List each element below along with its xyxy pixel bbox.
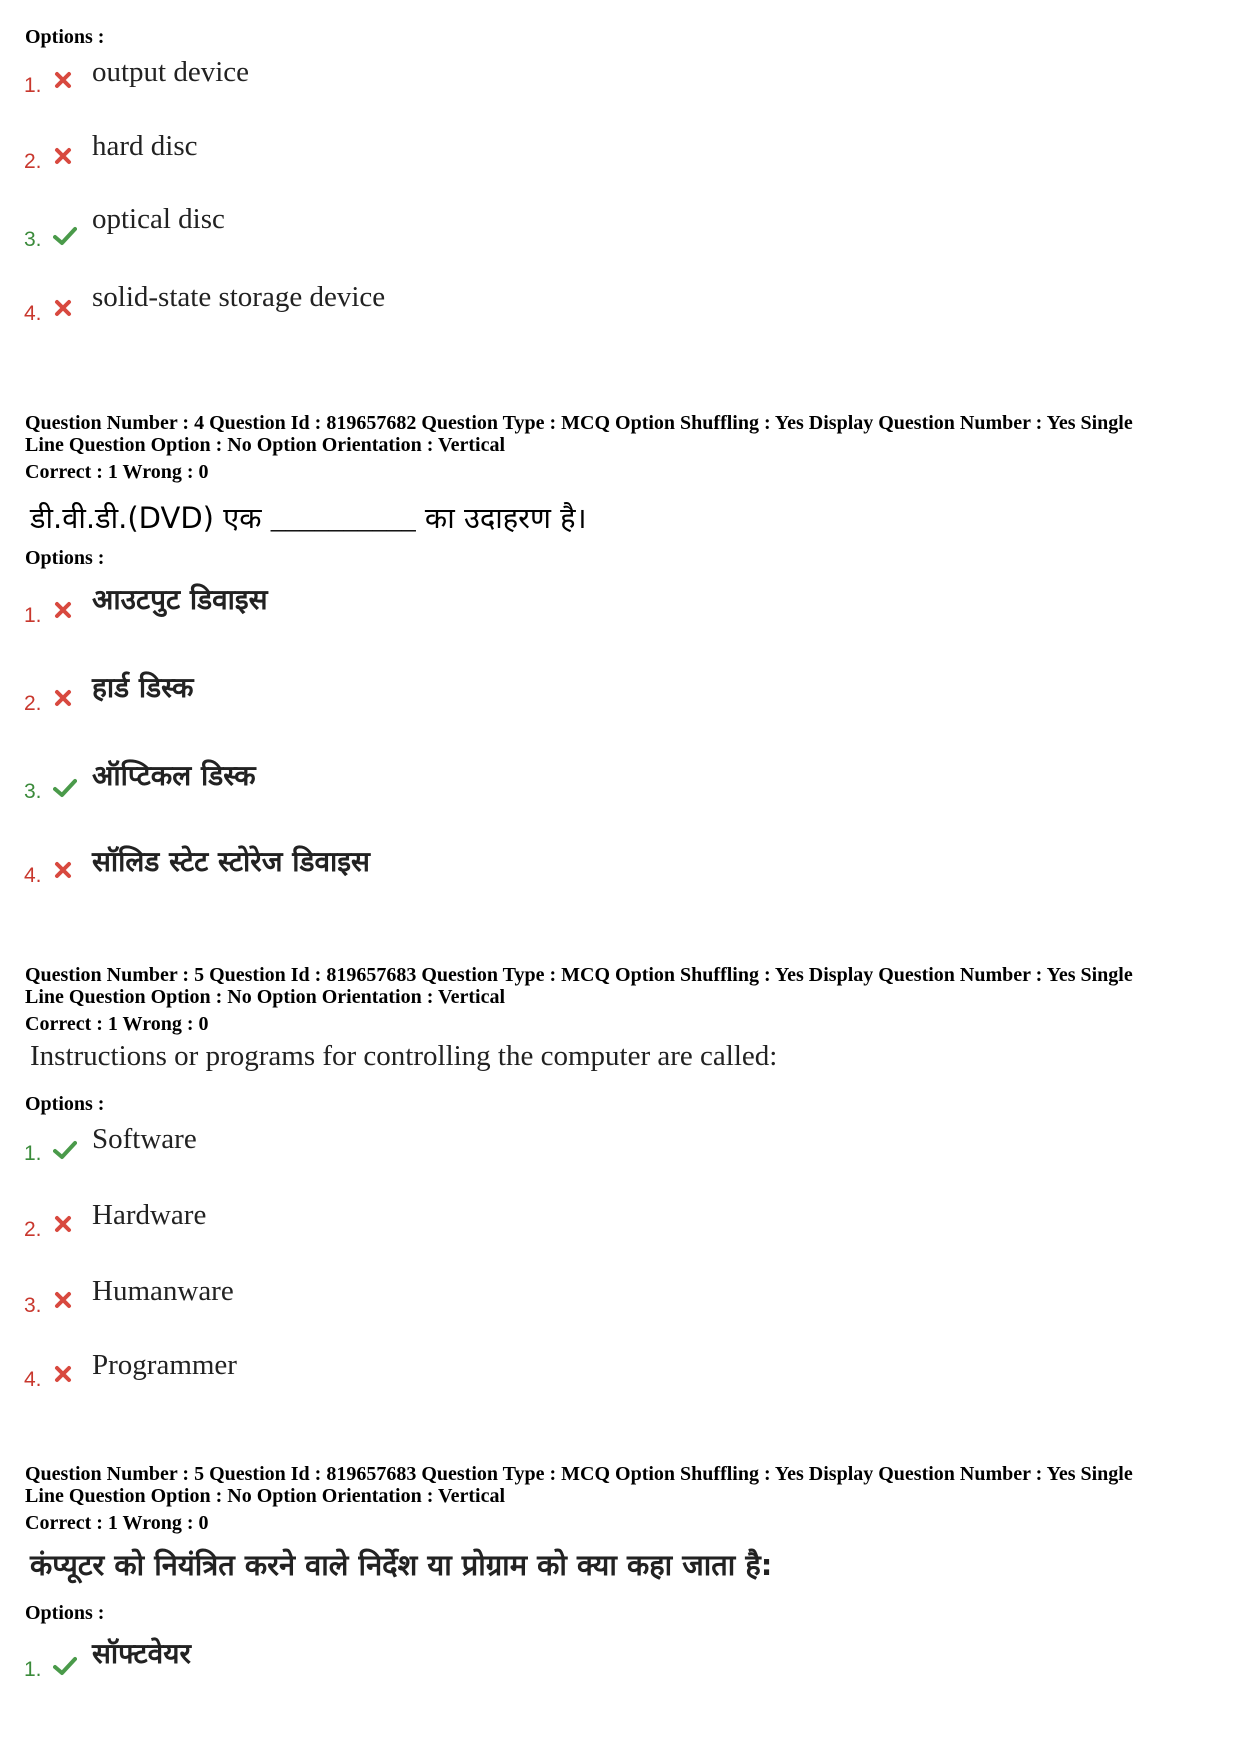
option-number: 4.	[24, 864, 42, 887]
cross-icon	[53, 600, 73, 620]
option-text: output device	[92, 56, 250, 88]
option-text: optical disc	[92, 203, 225, 235]
cross-icon	[53, 298, 73, 318]
options-label: Options :	[25, 547, 105, 569]
option-number: 1.	[24, 1142, 42, 1165]
question-text	[30, 498, 587, 537]
cross-icon	[53, 1214, 73, 1234]
check-icon	[53, 1656, 77, 1676]
option-text: ऑप्टिकल डिस्क	[92, 759, 256, 792]
option-number: 1.	[24, 1658, 42, 1681]
check-icon	[53, 226, 77, 246]
option-number: 4.	[24, 1368, 42, 1391]
option-number: 3.	[24, 1294, 42, 1317]
option-number: 2.	[24, 692, 42, 715]
options-label: Options :	[25, 1602, 105, 1624]
option-text: Programmer	[92, 1349, 237, 1381]
option-text: hard disc	[92, 130, 198, 162]
score-line: Correct : 1 Wrong : 0	[25, 461, 209, 483]
cross-icon	[53, 70, 73, 90]
cross-icon	[53, 146, 73, 166]
question-meta	[25, 964, 1133, 1008]
option-number: 2.	[24, 1218, 42, 1241]
question-meta-line: Question Number : 5 Question Id : 819657683 Question Type : MCQ Option Shuffling : Yes Display Question Number : Yes Single	[25, 964, 1133, 986]
cross-icon	[53, 688, 73, 708]
option-text: Software	[92, 1123, 197, 1155]
cross-icon	[53, 1364, 73, 1384]
question-meta-line: Question Number : 5 Question Id : 819657683 Question Type : MCQ Option Shuffling : Yes Display Question Number : Yes Single	[25, 1463, 1133, 1485]
question-blank: __________	[270, 503, 416, 535]
options-label: Options :	[25, 1093, 105, 1115]
question-meta-line: Line Question Option : No Option Orientation : Vertical	[25, 1485, 506, 1507]
cross-icon	[53, 860, 73, 880]
options-label: Options :	[25, 26, 105, 48]
option-number: 2.	[24, 150, 42, 173]
check-icon	[53, 778, 77, 798]
option-text: solid-state storage device	[92, 281, 386, 313]
score-line: Correct : 1 Wrong : 0	[25, 1512, 209, 1534]
option-number: 4.	[24, 302, 42, 325]
option-text: सॉफ्टवेयर	[92, 1637, 191, 1670]
option-number: 3.	[24, 228, 42, 251]
option-number: 1.	[24, 74, 42, 97]
option-text: आउटपुट डिवाइस	[92, 583, 268, 616]
option-text: Humanware	[92, 1275, 234, 1307]
check-icon	[53, 1140, 77, 1160]
question-meta-line: Line Question Option : No Option Orientation : Vertical	[25, 434, 506, 456]
option-number: 1.	[24, 604, 42, 627]
question-text: Instructions or programs for controlling the computer are called:	[30, 1040, 778, 1072]
option-text: Hardware	[92, 1199, 207, 1231]
question-meta	[25, 1463, 1133, 1507]
question-meta-line: Question Number : 4 Question Id : 819657682 Question Type : MCQ Option Shuffling : Yes Display Question Number : Yes Single	[25, 412, 1133, 434]
question-meta-line: Line Question Option : No Option Orientation : Vertical	[25, 986, 506, 1008]
option-text: हार्ड डिस्क	[92, 671, 194, 704]
option-text: सॉलिड स्टेट स्टोरेज डिवाइस	[92, 845, 370, 878]
score-line: Correct : 1 Wrong : 0	[25, 1013, 209, 1035]
question-meta	[25, 412, 1133, 456]
question-text-part: डी.वी.डी.(DVD) एक	[30, 501, 271, 535]
cross-icon	[53, 1290, 73, 1310]
option-number: 3.	[24, 780, 42, 803]
question-text-part: का उदाहरण है।	[415, 501, 587, 535]
question-text: कंप्यूटर को नियंत्रित करने वाले निर्देश या प्रोग्राम को क्या कहा जाता है:	[30, 1548, 773, 1582]
